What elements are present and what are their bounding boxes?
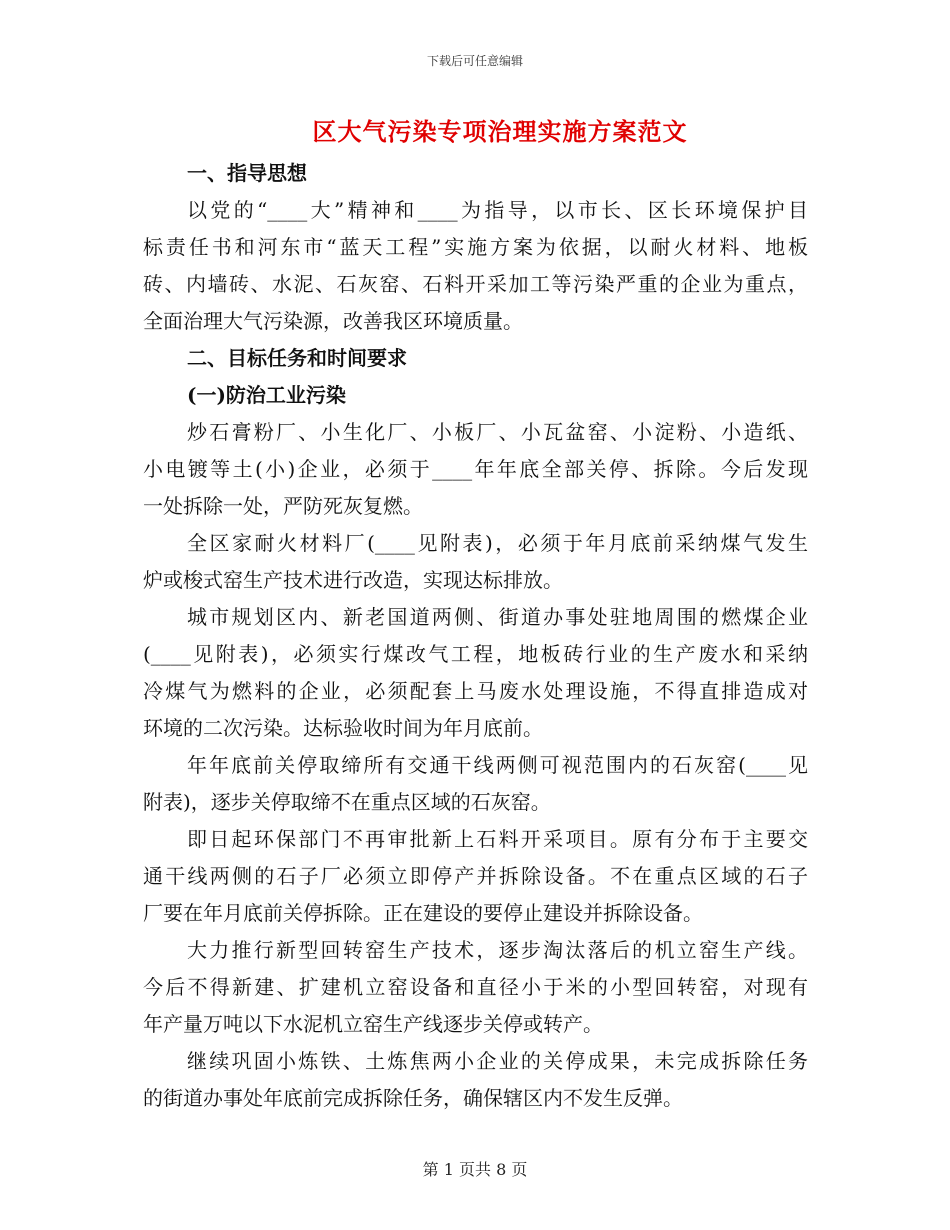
document-title: 区大气污染专项治理实施方案范文 bbox=[312, 117, 688, 146]
paragraph-line: (____见附表)，必须实行煤改气工程，地板砖行业的生产废水和采纳 bbox=[143, 642, 808, 666]
section-heading: 二、目标任务和时间要求 bbox=[187, 346, 407, 370]
paragraph-line: 的街道办事处年底前完成拆除任务，确保辖区内不发生反弹。 bbox=[143, 1086, 683, 1110]
paragraph-line: 城市规划区内、新老国道两侧、街道办事处驻地周围的燃煤企业 bbox=[187, 605, 808, 629]
paragraph-line: 附表)，逐步关停取缔不在重点区域的石灰窑。 bbox=[143, 790, 551, 814]
paragraph-line: 炒石膏粉厂、小生化厂、小板厂、小瓦盆窑、小淀粉、小造纸、 bbox=[187, 420, 808, 444]
paragraph-line: 炉或梭式窑生产技术进行改造，实现达标排放。 bbox=[143, 568, 563, 592]
header-note: 下载后可任意编辑 bbox=[426, 54, 523, 68]
section-heading: (一)防治工业污染 bbox=[187, 383, 346, 407]
paragraph-line: 砖、内墙砖、水泥、石灰窑、石料开采加工等污染严重的企业为重点， bbox=[143, 272, 808, 296]
paragraph-line: 通干线两侧的石子厂必须立即停产并拆除设备。不在重点区域的石子 bbox=[143, 864, 808, 888]
paragraph-line: 环境的二次污染。达标验收时间为年月底前。 bbox=[143, 716, 543, 740]
paragraph-line: 继续巩固小炼铁、土炼焦两小企业的关停成果，未完成拆除任务 bbox=[187, 1049, 808, 1073]
paragraph-line: 年年底前关停取缔所有交通干线两侧可视范围内的石灰窑(____见 bbox=[187, 753, 808, 777]
paragraph-line: 年产量万吨以下水泥机立窑生产线逐步关停或转产。 bbox=[143, 1012, 603, 1036]
section-heading: 一、指导思想 bbox=[187, 161, 307, 185]
paragraph-line: 即日起环保部门不再审批新上石料开采项目。原有分布于主要交 bbox=[187, 827, 808, 851]
paragraph-line: 大力推行新型回转窑生产技术，逐步淘汰落后的机立窑生产线。 bbox=[187, 938, 808, 962]
paragraph-line: 标责任书和河东市“蓝天工程”实施方案为依据，以耐火材料、地板 bbox=[143, 235, 808, 259]
paragraph-line: 全面治理大气污染源，改善我区环境质量。 bbox=[143, 309, 523, 333]
paragraph-line: 一处拆除一处，严防死灰复燃。 bbox=[143, 494, 423, 518]
paragraph-line: 冷煤气为燃料的企业，必须配套上马废水处理设施，不得直排造成对 bbox=[143, 679, 808, 703]
paragraph-line: 以党的“____大”精神和____为指导，以市长、区长环境保护目 bbox=[187, 198, 808, 222]
document-body bbox=[143, 155, 808, 1117]
paragraph-line: 今后不得新建、扩建机立窑设备和直径小于米的小型回转窑，对现有 bbox=[143, 975, 808, 999]
paragraph-line: 小电镀等土(小)企业，必须于____年年底全部关停、拆除。今后发现 bbox=[143, 457, 808, 481]
paragraph-line: 厂要在年月底前关停拆除。正在建设的要停止建设并拆除设备。 bbox=[143, 901, 703, 925]
paragraph-line: 全区家耐火材料厂(____见附表)，必须于年月底前采纳煤气发生 bbox=[187, 531, 808, 555]
page-footer: 第 1 页共 8 页 bbox=[422, 1160, 528, 1179]
